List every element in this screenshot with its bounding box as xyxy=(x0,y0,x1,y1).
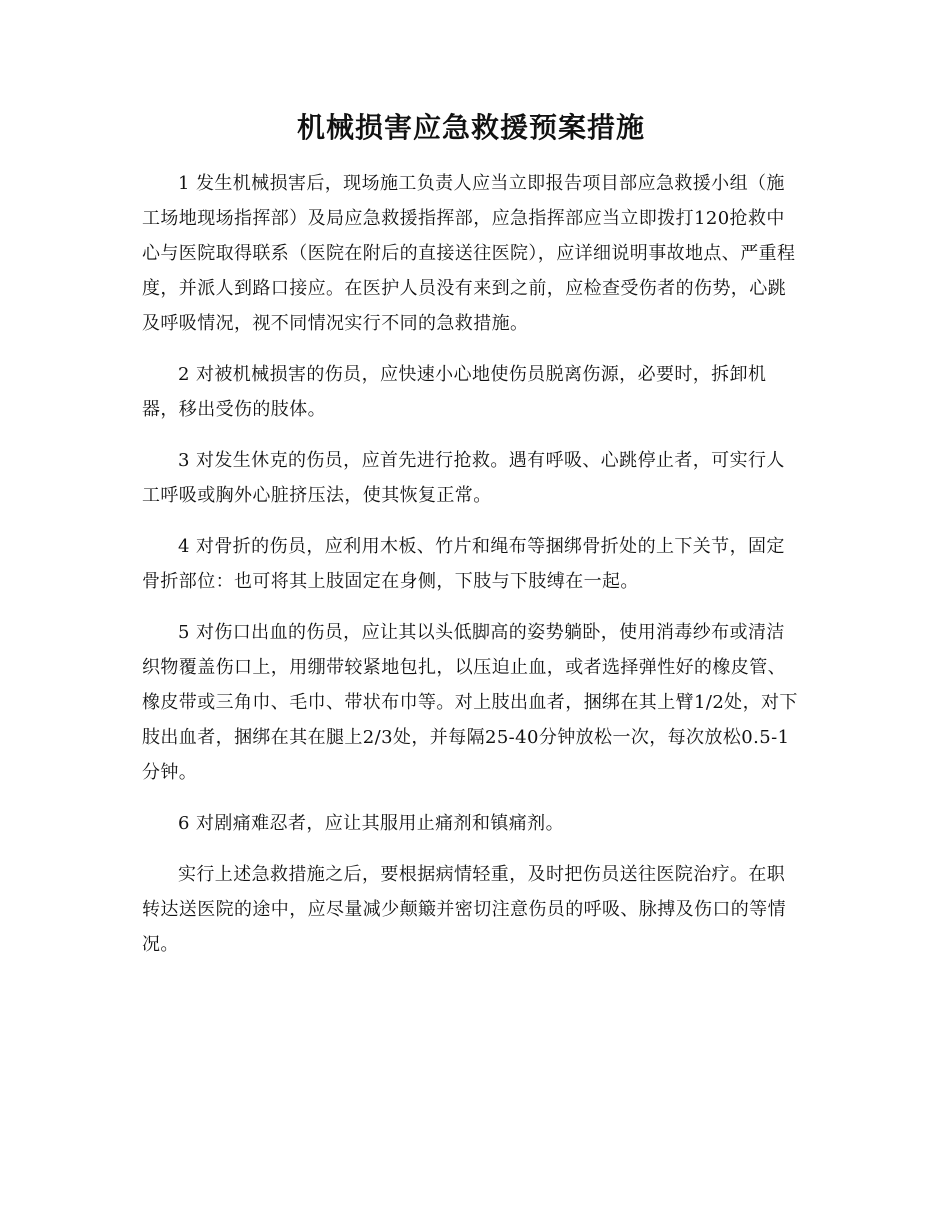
document-title: 机械损害应急救援预案措施 xyxy=(296,111,645,144)
paragraph-5: 5 对伤口出血的伤员，应让其以头低脚高的姿势躺卧，使用消毒纱布或清洁织物覆盖伤口上，用绷带较紧地包扎，以压迫止血，或者选择弹性好的橡皮管、橡皮带或三角巾、毛巾、带状布巾等。对上肢出血者，捆绑在其上臂1/2处，对下肢出血者，捆绑在其在腿上2/3处，并每隔25-40分钟放松一次，每次放松0.5-1分钟。 xyxy=(142,622,798,783)
paragraph-6: 6 对剧痛难忍者，应让其服用止痛剂和镇痛剂。 xyxy=(178,813,564,834)
paragraph-4: 4 对骨折的伤员，应利用木板、竹片和绳布等捆绑骨折处的上下关节，固定骨折部位：也可将其上肢固定在身侧，下肢与下肢缚在一起。 xyxy=(142,536,785,592)
paragraph-7: 实行上述急救措施之后，要根据病情轻重，及时把伤员送往医院治疗。在职转达送医院的途中，应尽量减少颠簸并密切注意伤员的呼吸、脉搏及伤口的等情况。 xyxy=(142,864,786,955)
paragraph-2: 2 对被机械损害的伤员，应快速小心地使伤员脱离伤源，必要时，拆卸机器，移出受伤的肢体。 xyxy=(142,364,767,420)
paragraph-1: 1 发生机械损害后，现场施工负责人应当立即报告项目部应急救援小组（施工场地现场指挥部）及局应急救援指挥部，应急指挥部应当立即拨打120抢救中心与医院取得联系（医院在附后的直接送往医院），应详细说明事故地点、严重程度，并派人到路口接应。在医护人员没有来到之前，应检查受伤者的伤势，心跳及呼吸情况，视不同情况实行不同的急救措施。 xyxy=(142,173,796,334)
paragraph-3: 3 对发生休克的伤员，应首先进行抢救。遇有呼吸、心跳停止者，可实行人工呼吸或胸外心脏挤压法，使其恢复正常。 xyxy=(142,450,785,506)
